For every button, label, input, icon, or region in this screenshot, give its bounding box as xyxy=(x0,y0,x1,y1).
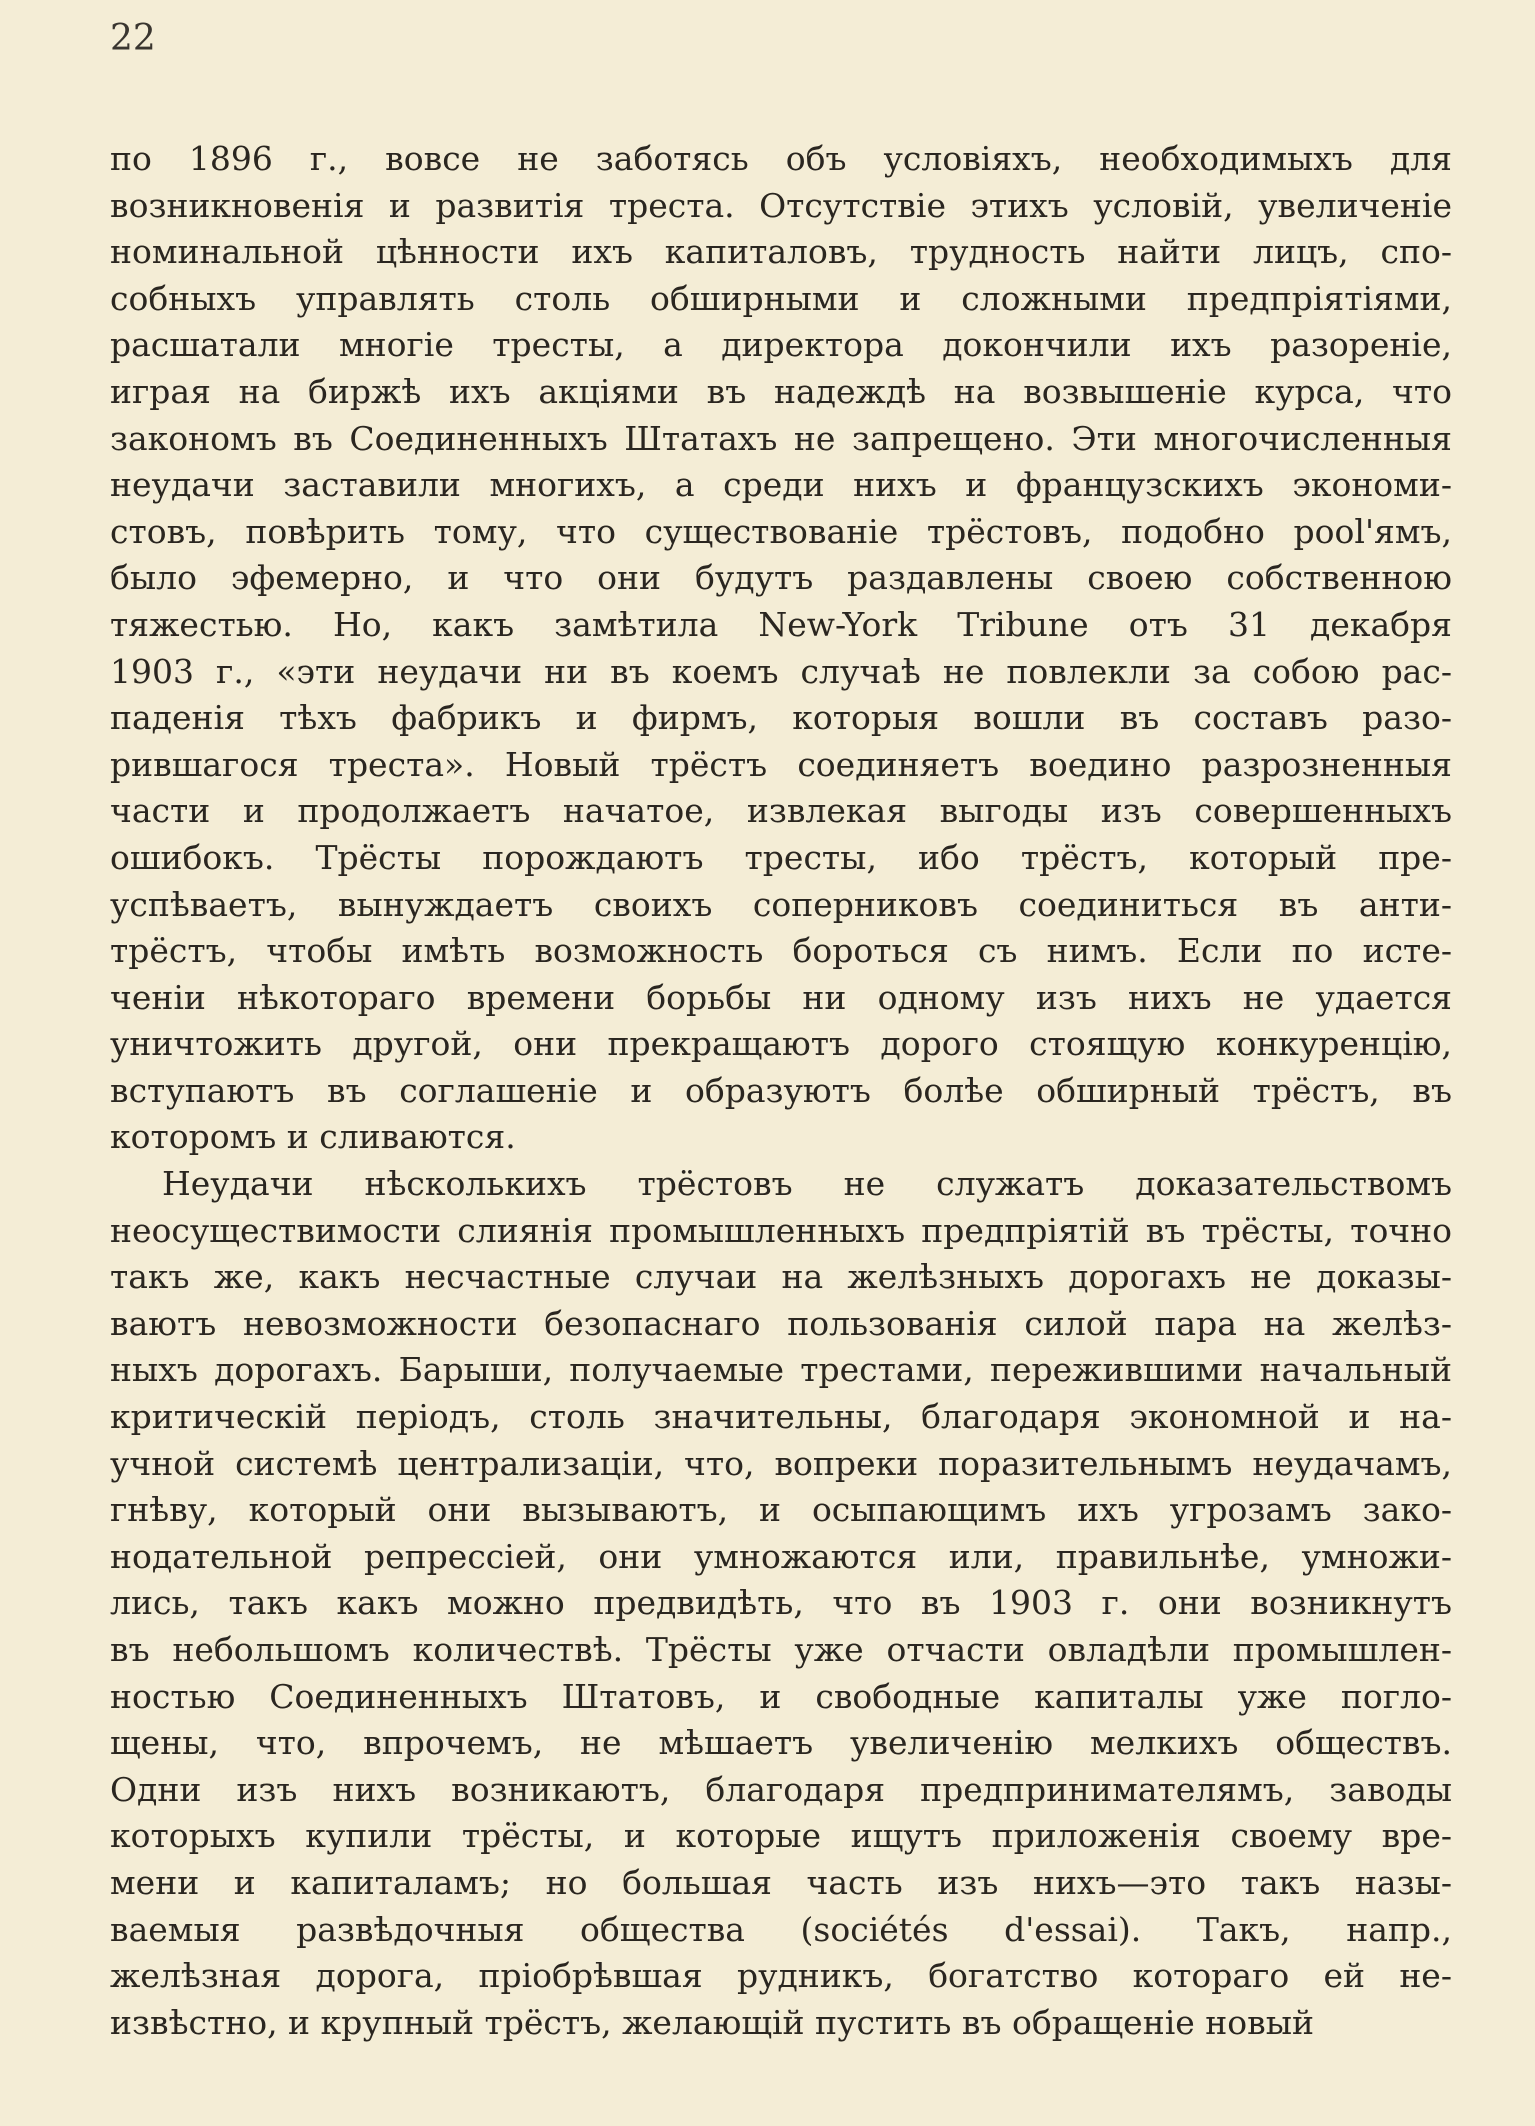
text-line: рившагося треста». Новый трёстъ соединяетъ воедино разрозненныя xyxy=(110,744,1452,784)
text-line: неосуществимости слиянія промышленныхъ предпріятій въ трёсты, точно xyxy=(110,1210,1452,1250)
text-line: гнѣву, который они вызываютъ, и осыпающимъ ихъ угрозамъ зако- xyxy=(110,1490,1452,1530)
text-line: уничтожить другой, они прекращаютъ дорого стоящую конкуренцію, xyxy=(110,1024,1452,1064)
text-line: ошибокъ. Трёсты порождаютъ тресты, ибо трёстъ, который пре- xyxy=(110,837,1452,877)
text-line: тяжестью. Но, какъ замѣтила New-York Tribune отъ 31 декабря xyxy=(110,604,1452,644)
text-line: которомъ и сливаются. xyxy=(110,1117,516,1157)
text-line: неудачи заставили многихъ, а среди нихъ и французскихъ экономи- xyxy=(110,465,1452,505)
paragraph xyxy=(110,1161,1452,2046)
text-line: ностью Соединенныхъ Штатовъ, и свободные капиталы уже погло- xyxy=(110,1676,1452,1716)
text-line: 1903 г., «эти неудачи ни въ коемъ случаѣ не повлекли за собою рас- xyxy=(110,651,1452,691)
text-line: ваемыя развѣдочныя общества (sociétés d'essai). Такъ, напр., xyxy=(110,1909,1452,1949)
text-line: такъ же, какъ несчастные случаи на желѣзныхъ дорогахъ не доказы- xyxy=(110,1257,1452,1297)
text-line: ныхъ дорогахъ. Барыши, получаемые трестами, пережившими начальный xyxy=(110,1350,1452,1390)
text-line: щены, что, впрочемъ, не мѣшаетъ увеличенію мелкихъ обществъ. xyxy=(110,1723,1452,1763)
text-line: ченіи нѣкотораго времени борьбы ни одному изъ нихъ не удается xyxy=(110,977,1452,1017)
text-line: извѣстно, и крупный трёстъ, желающій пустить въ обращеніе новый xyxy=(110,2002,1314,2042)
text-line: вступаютъ въ соглашеніе и образуютъ болѣе обширный трёстъ, въ xyxy=(110,1070,1452,1110)
text-line: собныхъ управлять столь обширными и сложными предпріятіями, xyxy=(110,278,1452,318)
text-line: номинальной цѣнности ихъ капиталовъ, трудность найти лицъ, спо- xyxy=(110,232,1452,272)
text-line: стовъ, повѣрить тому, что существованіе трёстовъ, подобно pool'ямъ, xyxy=(110,511,1452,551)
text-line: которыхъ купили трёсты, и которые ищутъ приложенія своему вре- xyxy=(110,1816,1452,1856)
text-line: ваютъ невозможности безопаснаго пользованія силой пара на желѣз- xyxy=(110,1303,1452,1343)
text-line: успѣваетъ, вынуждаетъ своихъ соперниковъ соединиться въ анти- xyxy=(110,884,1452,924)
text-line: критическій періодъ, столь значительны, благодаря экономной и на- xyxy=(110,1397,1452,1437)
text-line: расшатали многіе тресты, а директора докончили ихъ разореніе, xyxy=(110,325,1452,365)
paragraph xyxy=(110,136,1452,1161)
text-line: мени и капиталамъ; но большая часть изъ нихъ—это такъ назы- xyxy=(110,1862,1452,1902)
text-line: было эфемерно, и что они будутъ раздавлены своею собственною xyxy=(110,558,1452,598)
text-line: учной системѣ централизаціи, что, вопреки поразительнымъ неудачамъ, xyxy=(110,1443,1452,1483)
text-line: возникновенія и развитія треста. Отсутствіе этихъ условій, увеличеніе xyxy=(110,185,1452,225)
text-line: Неудачи нѣсколькихъ трёстовъ не служатъ доказательствомъ xyxy=(162,1164,1452,1204)
text-line: лись, такъ какъ можно предвидѣть, что въ 1903 г. они возникнутъ xyxy=(110,1583,1452,1623)
text-line: трёстъ, чтобы имѣть возможность бороться съ нимъ. Если по исте- xyxy=(110,931,1452,971)
text-line: нодательной репрессіей, они умножаются или, правильнѣе, умножи- xyxy=(110,1536,1452,1576)
page-number: 22 xyxy=(110,18,156,59)
text-line: части и продолжаетъ начатое, извлекая выгоды изъ совершенныхъ xyxy=(110,791,1452,831)
text-line: паденія тѣхъ фабрикъ и фирмъ, которыя вошли въ составъ разо- xyxy=(110,698,1452,738)
text-line: играя на биржѣ ихъ акціями въ надеждѣ на возвышеніе курса, что xyxy=(110,371,1452,411)
text-line: закономъ въ Соединенныхъ Штатахъ не запрещено. Эти многочисленныя xyxy=(110,418,1452,458)
body-text xyxy=(110,136,1452,2046)
text-line: Одни изъ нихъ возникаютъ, благодаря предпринимателямъ, заводы xyxy=(110,1769,1452,1809)
text-line: по 1896 г., вовсе не заботясь объ условіяхъ, необходимыхъ для xyxy=(110,139,1452,178)
text-line: въ небольшомъ количествѣ. Трёсты уже отчасти овладѣли промышлен- xyxy=(110,1630,1452,1669)
text-line: желѣзная дорога, пріобрѣвшая рудникъ, богатство котораго ей не- xyxy=(110,1956,1452,1996)
